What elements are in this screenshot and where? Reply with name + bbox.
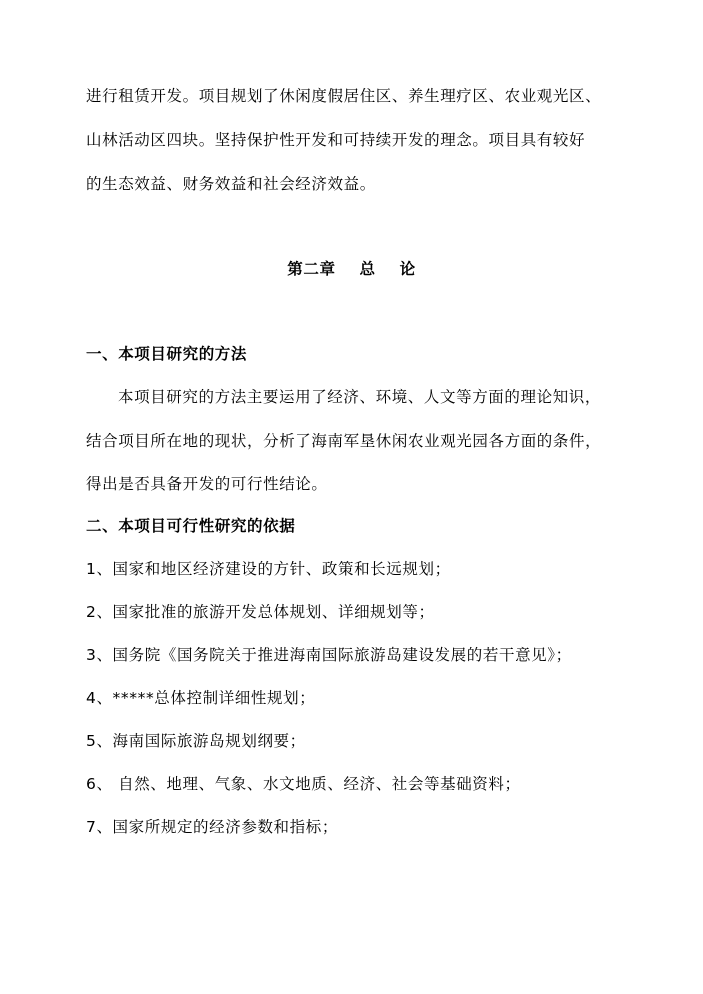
list-item-4: 4、*****总体控制详细性规划； xyxy=(86,689,316,707)
section-1-line-3: 得出是否具备开发的可行性结论。 xyxy=(86,475,328,493)
section-1-line-1: 本项目研究的方法主要运用了经济、环境、人文等方面的理论知识， xyxy=(118,388,602,406)
intro-line-1: 进行租赁开发。项目规划了休闲度假居住区、养生理疗区、农业观光区、 xyxy=(86,87,602,105)
section-1-line-2: 结合项目所在地的现状，分析了海南军垦休闲农业观光园各方面的条件， xyxy=(86,432,602,450)
list-item-1: 1、国家和地区经济建设的方针、政策和长远规划； xyxy=(86,560,451,578)
section-1-heading: 一、本项目研究的方法 xyxy=(86,345,248,363)
list-item-7: 7、国家所规定的经济参数和指标； xyxy=(86,818,338,836)
list-item-6: 6、 自然、地理、气象、水文地质、经济、社会等基础资料； xyxy=(86,775,521,793)
intro-line-3: 的生态效益、财务效益和社会经济效益。 xyxy=(86,175,376,193)
list-item-3: 3、国务院《国务院关于推进海南国际旅游岛建设发展的若干意见》； xyxy=(86,646,572,664)
chapter-title: 第二章 总 论 xyxy=(287,260,416,278)
list-item-5: 5、海南国际旅游岛规划纲要； xyxy=(86,732,306,750)
intro-line-2: 山林活动区四块。坚持保护性开发和可持续开发的理念。项目具有较好 xyxy=(86,131,586,149)
section-2-heading: 二、本项目可行性研究的依据 xyxy=(86,517,296,535)
list-item-2: 2、国家批准的旅游开发总体规划、详细规划等； xyxy=(86,603,435,621)
